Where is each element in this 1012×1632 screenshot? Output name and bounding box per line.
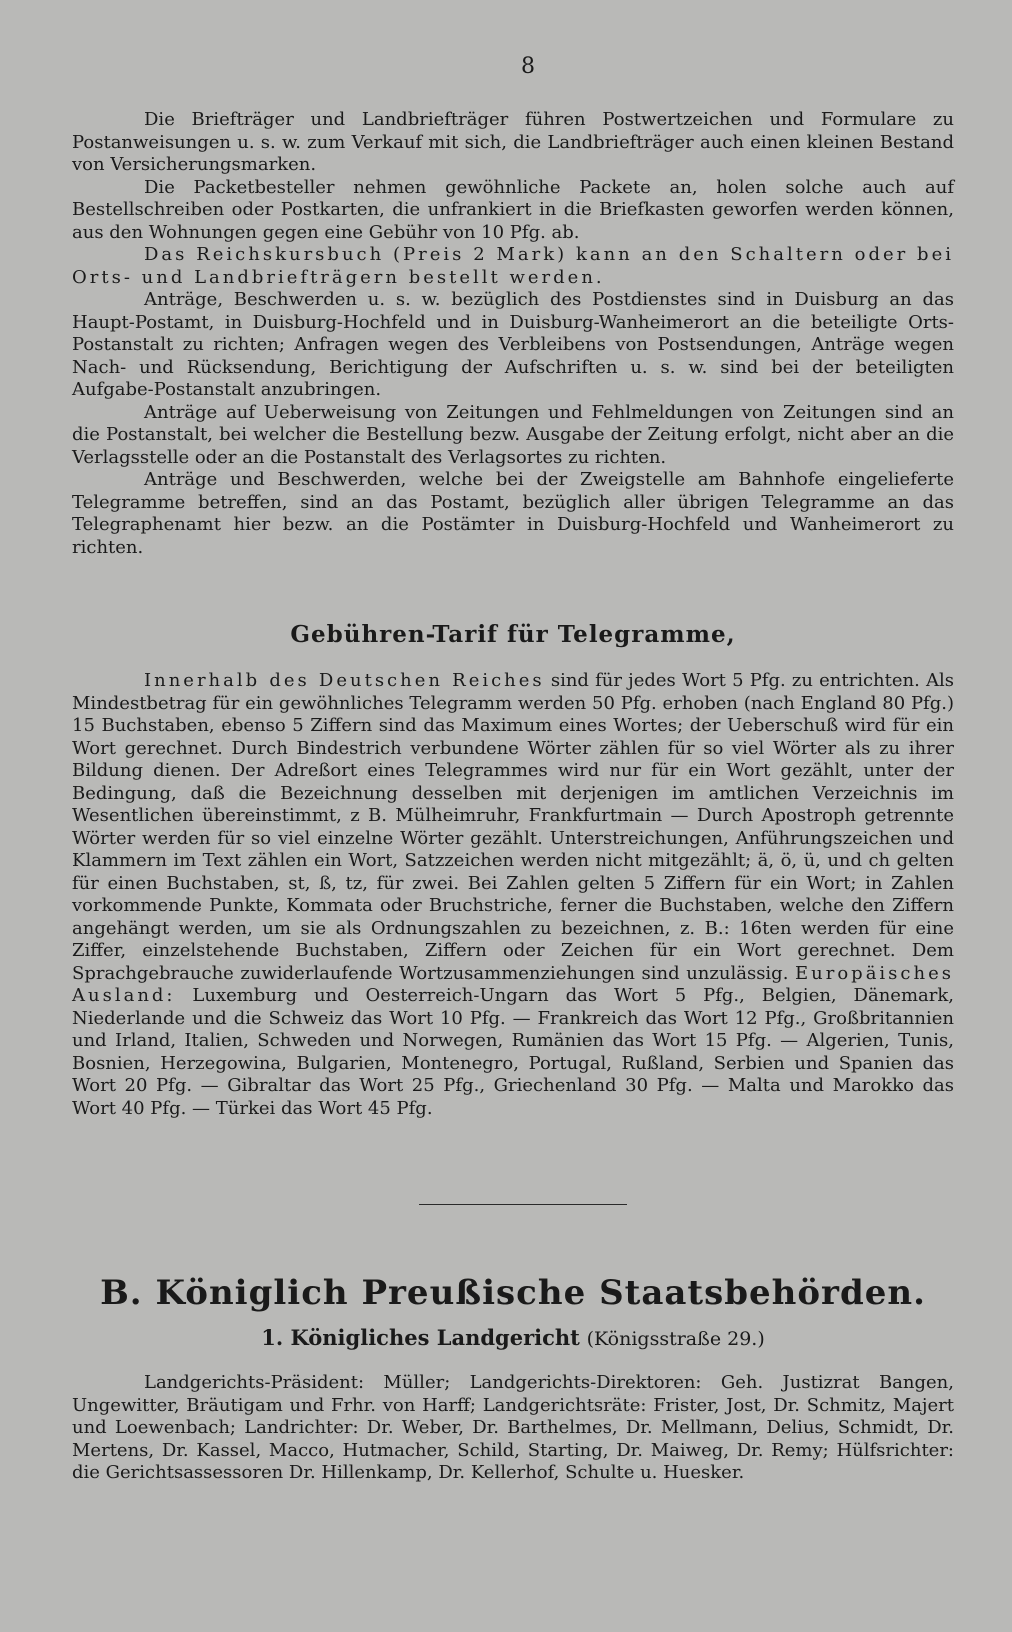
paragraph-reichskursbuch — [72, 244, 954, 289]
tarif-lead: Innerhalb des Deutschen Reiches — [144, 670, 545, 691]
paragraph-antraege-telegramme: Anträge und Beschwerden, welche bei der Zweigstelle am Bahnhofe eingelieferte Telegramme betreffen, sind an das Postamt, bezüglich aller übrigen Telegramme an das Telegraphenamt hier bezw. an die Postämter in Duisburg-Hochfeld und Wanheimerort zu richten. — [72, 469, 954, 558]
paragraph-packetbesteller: Die Packetbesteller nehmen gewöhnliche Packete an, holen solche auch auf Bestellschreiben oder Postkarten, die unfrankiert in die Briefkasten geworfen werden können, aus den Wohnungen gegen eine Gebühr von 10 Pfg. ab. — [72, 176, 954, 243]
tarif-title: Gebühren-Tarif für Telegramme, — [290, 621, 736, 648]
tarif-text-2: Luxemburg und Oesterreich-Ungarn das Wort 5 Pfg., Belgien, Dänemark, Niederlande und die Schweiz das Wort 10 Pfg. — Frankreich das Wort 12 Pfg., Großbritannien und Irland, Italien, Schweden und Norwegen, Rumänien das Wort 15 Pfg. — Algerien, Tunis, Bosnien, Herzegowina, Bulgarien, Montenegro, Portugal, Rußland, Serbien und Spanien das Wort 20 Pfg. — Gibraltar das Wort 25 Pfg., Griechenland 30 Pfg. — Malta und Marokko das Wort 40 Pfg. — Türkei das Wort 45 Pfg. — [72, 985, 954, 1119]
paragraph-tarif — [72, 670, 954, 1120]
paragraph-antraege-postdienst: Anträge, Beschwerden u. s. w. bezüglich des Postdienstes sind in Duisburg an das Haupt-Postamt, in Duisburg-Hochfeld und in Duisburg-Wanheimerort an die beteiligte Orts-Postanstalt zu richten; Anfragen wegen des Verbleibens von Postsendungen, Anträge wegen Nach- und Rücksendung, Berichtigung der Aufschriften u. s. w. sind bei der beteiligten Aufgabe-Postanstalt anzubringen. — [72, 289, 954, 400]
paragraph-landgericht: Landgerichts-Präsident: Müller; Landgerichts-Direktoren: Geh. Justizrat Bangen, Ungewitter, Bräutigam und Frhr. von Harff; Landgerichtsräte: Frister, Jost, Dr. Schmitz, Majert und Loewenbach; Landrichter: Dr. Weber, Dr. Barthelmes, Dr. Mellmann, Delius, Schmidt, Dr. Mertens, Dr. Kassel, Macco, Hutmacher, Schild, Starting, Dr. Maiweg, Dr. Remy; Hülfsrichter: die Gerichtsassessoren Dr. Hillenkamp, Dr. Kellerhof, Schulte u. Huesker. — [72, 1372, 954, 1483]
page-number: 8 — [521, 54, 535, 79]
paragraph-brieftraeger: Die Briefträger und Landbriefträger führen Postwertzeichen und Formulare zu Postanweisungen u. s. w. zum Verkauf mit sich, die Landbriefträger auch einen kleinen Bestand von Versicherungsmarken. — [72, 109, 954, 175]
landgericht-title: 1. Königliches Landgericht — [261, 1325, 580, 1350]
paragraph-antraege-zeitungen: Anträge auf Ueberweisung von Zeitungen und Fehlmeldungen von Zeitungen sind an die Postanstalt, bei welcher die Bestellung bezw. Ausgabe der Zeitung erfolgt, nicht aber an die Verlagsstelle oder an die Postanstalt des Verlagsortes zu richten. — [72, 401, 954, 468]
tarif-text-1: sind für jedes Wort 5 Pfg. zu entrichten. Als Mindestbetrag für ein gewöhnliches Telegramm werden 50 Pfg. erhoben (nach England 80 Pfg.) 15 Buchstaben, ebenso 5 Ziffern sind das Maximum eines Wortes; der Ueberschuß wird für ein Wort gerechnet. Durch Bindestrich verbundene Wörter zählen für so viel Wörter als zu ihrer Bildung dienen. Der Adreßort eines Telegrammes wird nur für ein Wort gezählt, unter der Bedingung, daß die Bezeichnung desselben mit derjenigen im amtlichen Verzeichnis im Wesentlichen übereinstimmt, z B. Mülheimruhr, Frankfurtmain — Durch Apostroph getrennte Wörter werden für so viel einzelne Wörter gezählt. Unterstreichungen, Anführungszeichen und Klammern im Text zählen ein Wort, Satzzeichen werden nicht mitgezählt; ä, ö, ü, und ch gelten für einen Buchstaben, st, ß, tz, für zwei. Bei Zahlen gelten 5 Ziffern für ein Wort; in Zahlen vorkommende Punkte, Kommata oder Bruchstriche, ferner die Buchstaben, welche den Ziffern angehängt werden, um sie als Ordnungszahlen zu bezeichnen, z. B.: 16ten werden für eine Ziffer, einzelstehende Buchstaben, Ziffern oder Zeichen für ein Wort gerechnet. Dem Sprachgebrauche zuwiderlaufende Wortzusammenziehungen sind unzulässig. — [72, 670, 954, 984]
section-divider — [419, 1204, 627, 1205]
landgericht-address: (Königsstraße 29.) — [586, 1328, 765, 1350]
reichskursbuch-text: Das Reichskursbuch (Preis 2 Mark) kann an den Schaltern oder bei Orts- und Landbriefträgern bestellt werden. — [72, 244, 954, 288]
tarif-europa: Europäisches Ausland: — [72, 962, 954, 1006]
section-b-heading: B. Königlich Preußische Staatsbehörden. — [100, 1273, 926, 1313]
section-b-subheading — [72, 1325, 954, 1350]
